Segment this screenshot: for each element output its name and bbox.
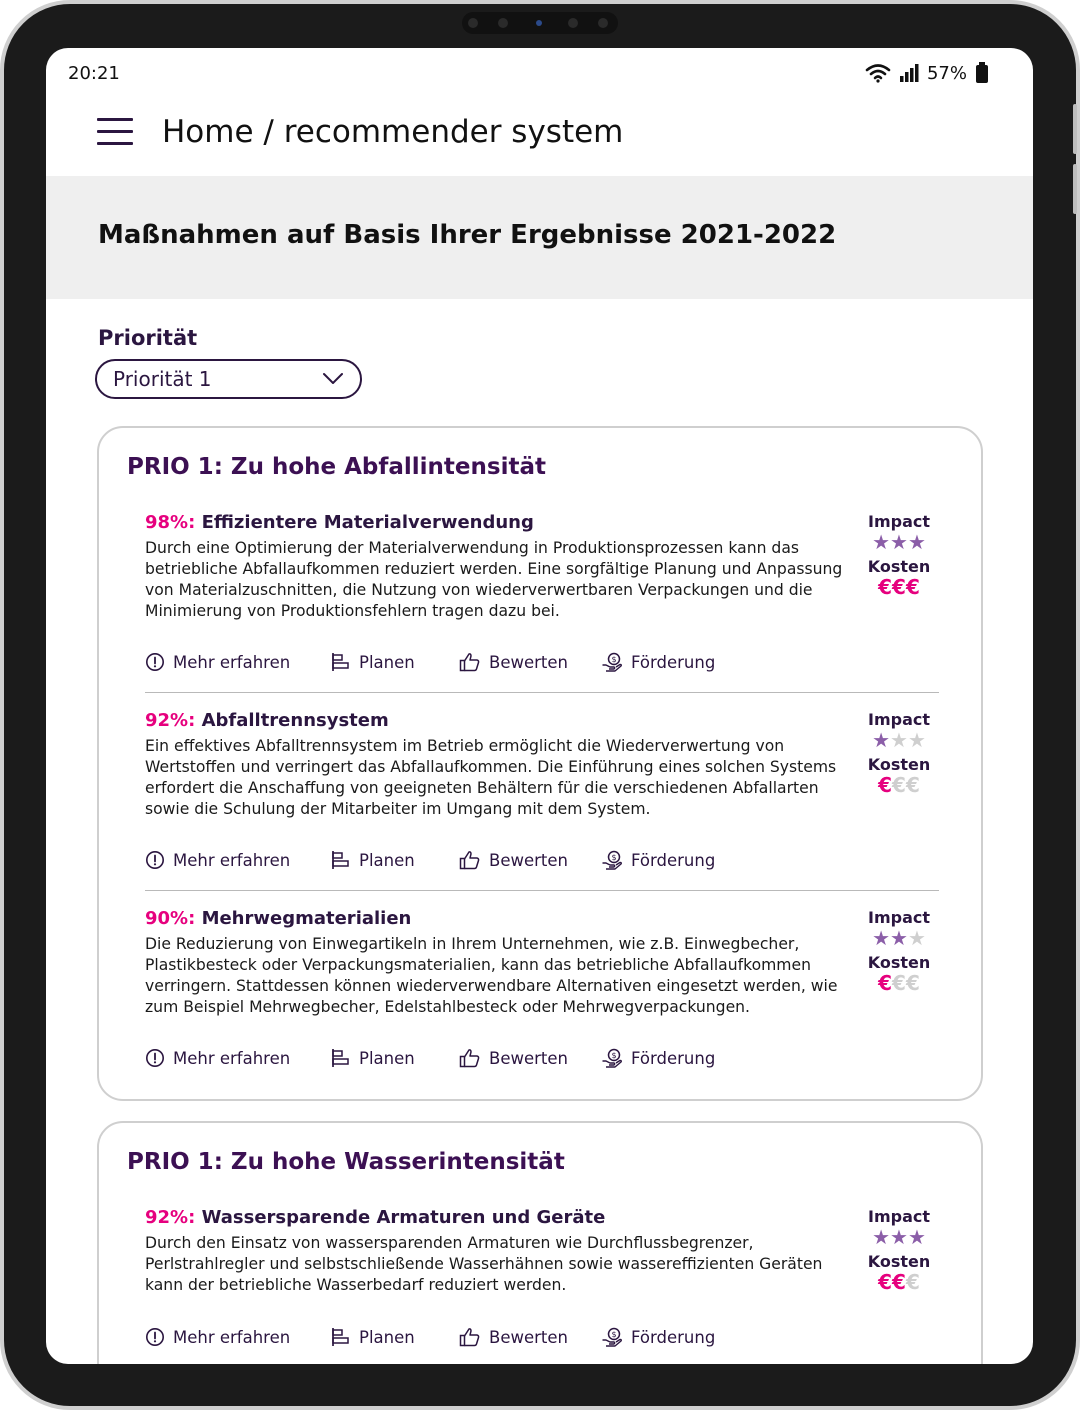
measure-title[interactable] <box>145 1207 939 1228</box>
thumbs-up-icon <box>459 652 481 672</box>
chevron-down-icon <box>322 370 344 386</box>
banner-title: Maßnahmen auf Basis Ihrer Ergebnisse 2021-2022 <box>98 220 837 250</box>
sensor-icon <box>598 18 608 28</box>
more-info-button-label: Mehr erfahren <box>173 850 291 870</box>
measure-title[interactable] <box>145 710 939 731</box>
star-icon: ★ <box>890 926 908 950</box>
more-info-button-label: Mehr erfahren <box>173 1327 291 1347</box>
measure-item <box>145 710 939 870</box>
match-percent: 92%: <box>145 710 196 731</box>
page-title: Home / recommender system <box>162 114 624 150</box>
euro-icon: € <box>892 971 906 995</box>
cost-label: Kosten <box>867 953 931 972</box>
measure-name: Mehrwegmaterialien <box>195 908 412 929</box>
menu-icon[interactable] <box>97 118 133 148</box>
impact-label: Impact <box>867 710 930 729</box>
match-percent: 90%: <box>145 908 196 929</box>
svg-text:$: $ <box>611 1330 617 1339</box>
sensor-icon <box>468 18 478 28</box>
measure-title[interactable] <box>145 908 939 929</box>
card-title: PRIO 1: Zu hohe Wasserintensität <box>127 1149 565 1175</box>
euro-icon: € <box>905 773 920 797</box>
priority-filter-label: Priorität <box>98 326 198 350</box>
measure-name: Abfalltrennsystem <box>195 710 389 731</box>
info-circle-icon <box>145 1327 165 1347</box>
plan-icon <box>331 1327 351 1347</box>
signal-icon <box>899 64 919 82</box>
euro-icon: € <box>878 575 893 599</box>
more-info-button[interactable] <box>145 850 331 870</box>
funding-icon <box>601 1048 623 1068</box>
cost-rating <box>859 576 939 598</box>
battery-percent: 57% <box>926 62 967 84</box>
cost-label: Kosten <box>867 1252 931 1271</box>
star-icon: ★ <box>907 1225 926 1249</box>
camera-icon <box>498 18 508 28</box>
funding-icon <box>601 1327 623 1347</box>
measure-item <box>145 1207 939 1347</box>
priority-dropdown-value: Priorität 1 <box>113 367 212 391</box>
action-row <box>145 652 741 672</box>
rating-panel <box>859 512 939 598</box>
impact-label: Impact <box>867 512 930 531</box>
funding-button[interactable] <box>601 1048 741 1068</box>
plan-button[interactable] <box>331 652 459 672</box>
status-icons <box>865 62 989 84</box>
priority-dropdown[interactable] <box>95 359 362 399</box>
rate-button-label: Bewerten <box>489 850 568 870</box>
star-icon: ★ <box>890 728 908 752</box>
measure-description: Die Reduzierung von Einwegartikeln in Ihrem Unternehmen, wie z.B. Einwegbecher, Plastikbesteck oder Verpackungsmaterialien, kann das betriebliche Abfallaufkommen verringern. Stattdessen können wiederverwendbare Alternativen eingesetzt werden, wie zum Beispiel Mehrwegbecher, Edelstahlbesteck oder Mehrwegverpackungen. <box>145 935 838 1016</box>
rate-button-label: Bewerten <box>489 1048 568 1068</box>
star-icon: ★ <box>872 926 891 950</box>
euro-icon: € <box>878 1270 893 1294</box>
cost-rating <box>859 972 939 994</box>
rating-panel <box>859 710 939 796</box>
info-circle-icon <box>145 850 165 870</box>
rating-panel <box>859 1207 939 1293</box>
measure-item <box>145 512 939 672</box>
euro-icon: € <box>892 575 906 599</box>
plan-icon <box>331 850 351 870</box>
priority-card-waste <box>97 426 983 1101</box>
plan-button-label: Planen <box>359 1327 415 1347</box>
plan-button[interactable] <box>331 850 459 870</box>
more-info-button[interactable] <box>145 1048 331 1068</box>
results-banner <box>46 176 1033 299</box>
priority-card-water <box>97 1121 983 1364</box>
star-icon: ★ <box>890 530 908 554</box>
rating-panel <box>859 908 939 994</box>
star-icon: ★ <box>907 926 926 950</box>
card-title: PRIO 1: Zu hohe Abfallintensität <box>127 454 546 480</box>
more-info-button-label: Mehr erfahren <box>173 1048 291 1068</box>
measure-name: Effizientere Materialverwendung <box>195 512 534 533</box>
camera-lens-icon <box>536 20 542 26</box>
camera-bar <box>462 12 618 34</box>
rate-button[interactable] <box>459 652 601 672</box>
euro-icon: € <box>878 971 893 995</box>
cost-rating <box>859 774 939 796</box>
funding-icon <box>601 850 623 870</box>
euro-icon: € <box>892 1270 906 1294</box>
divider <box>145 692 939 693</box>
star-icon: ★ <box>907 728 926 752</box>
plan-button-label: Planen <box>359 1048 415 1068</box>
funding-button-label: Förderung <box>631 1327 716 1347</box>
impact-label: Impact <box>867 1207 930 1226</box>
info-circle-icon <box>145 652 165 672</box>
plan-button-label: Planen <box>359 652 415 672</box>
impact-stars <box>859 531 939 553</box>
thumbs-up-icon <box>459 1327 481 1347</box>
more-info-button[interactable] <box>145 1327 331 1347</box>
euro-icon: € <box>905 575 920 599</box>
plan-button-label: Planen <box>359 850 415 870</box>
star-icon: ★ <box>872 728 891 752</box>
match-percent: 92%: <box>145 1207 196 1228</box>
star-icon: ★ <box>907 530 926 554</box>
info-circle-icon <box>145 1048 165 1068</box>
funding-button-label: Förderung <box>631 850 716 870</box>
euro-icon: € <box>905 1270 920 1294</box>
measure-item <box>145 908 939 1068</box>
more-info-button-label: Mehr erfahren <box>173 652 291 672</box>
measure-name: Wassersparende Armaturen und Geräte <box>195 1207 606 1228</box>
action-row <box>145 1327 741 1347</box>
action-row <box>145 850 741 870</box>
cost-label: Kosten <box>867 557 931 576</box>
euro-icon: € <box>905 971 920 995</box>
rate-button[interactable] <box>459 1048 601 1068</box>
rate-button[interactable] <box>459 1327 601 1347</box>
volume-up-button <box>1073 104 1077 154</box>
measure-description: Durch den Einsatz von wassersparenden Armaturen wie Durchflussbegrenzer, Perlstrahlregler und selbstschließende Wasserhähnen sowie wassereffizienten Geräten kann der betriebliche Wasserbedarf reduziert werden. <box>145 1234 823 1294</box>
impact-stars <box>859 927 939 949</box>
volume-down-button <box>1073 164 1077 214</box>
impact-label: Impact <box>867 908 930 927</box>
wifi-icon <box>865 63 891 83</box>
thumbs-up-icon <box>459 850 481 870</box>
divider <box>145 890 939 891</box>
rate-button-label: Bewerten <box>489 1327 568 1347</box>
sensor-icon <box>568 18 578 28</box>
more-info-button[interactable] <box>145 652 331 672</box>
action-row <box>145 1048 741 1068</box>
svg-text:$: $ <box>611 1051 617 1060</box>
impact-stars <box>859 1226 939 1248</box>
status-time: 20:21 <box>68 62 120 84</box>
match-percent: 98%: <box>145 512 196 533</box>
cost-rating <box>859 1271 939 1293</box>
thumbs-up-icon <box>459 1048 481 1068</box>
euro-icon: € <box>892 773 906 797</box>
impact-stars <box>859 729 939 751</box>
cost-label: Kosten <box>867 755 931 774</box>
app-bar <box>46 98 1033 175</box>
funding-button-label: Förderung <box>631 652 716 672</box>
screen <box>46 48 1033 1364</box>
rate-button[interactable] <box>459 850 601 870</box>
plan-icon <box>331 652 351 672</box>
star-icon: ★ <box>872 1225 891 1249</box>
star-icon: ★ <box>890 1225 908 1249</box>
star-icon: ★ <box>872 530 891 554</box>
status-bar <box>46 48 1033 98</box>
funding-icon <box>601 652 623 672</box>
euro-icon: € <box>878 773 893 797</box>
battery-icon <box>975 62 989 84</box>
plan-icon <box>331 1048 351 1068</box>
plan-button[interactable] <box>331 1327 459 1347</box>
svg-text:$: $ <box>611 655 617 664</box>
plan-button[interactable] <box>331 1048 459 1068</box>
funding-button-label: Förderung <box>631 1048 716 1068</box>
rate-button-label: Bewerten <box>489 652 568 672</box>
measure-description: Ein effektives Abfalltrennsystem im Betrieb ermöglicht die Wiederverwertung von Wertstoffen und verringert das Abfallaufkommen. Die Einführung eines solchen Systems erfordert die Anschaffung von geeigneten Behältern für die verschiedenen Abfallarten sowie die Schulung der Mitarbeiter im Umgang mit dem System. <box>145 737 837 818</box>
funding-button[interactable] <box>601 850 741 870</box>
measure-description: Durch eine Optimierung der Materialverwendung in Produktionsprozessen kann das betriebliche Abfallaufkommen reduziert werden. Eine sorgfältige Planung und Anpassung von Materialzuschnitten, die Nutzung von wiederverwertbaren Verpackungen und die Minimierung von Produktionsfehlern tragen dazu bei. <box>145 539 843 620</box>
measure-title[interactable] <box>145 512 939 533</box>
funding-button[interactable] <box>601 652 741 672</box>
svg-text:$: $ <box>611 853 617 862</box>
funding-button[interactable] <box>601 1327 741 1347</box>
